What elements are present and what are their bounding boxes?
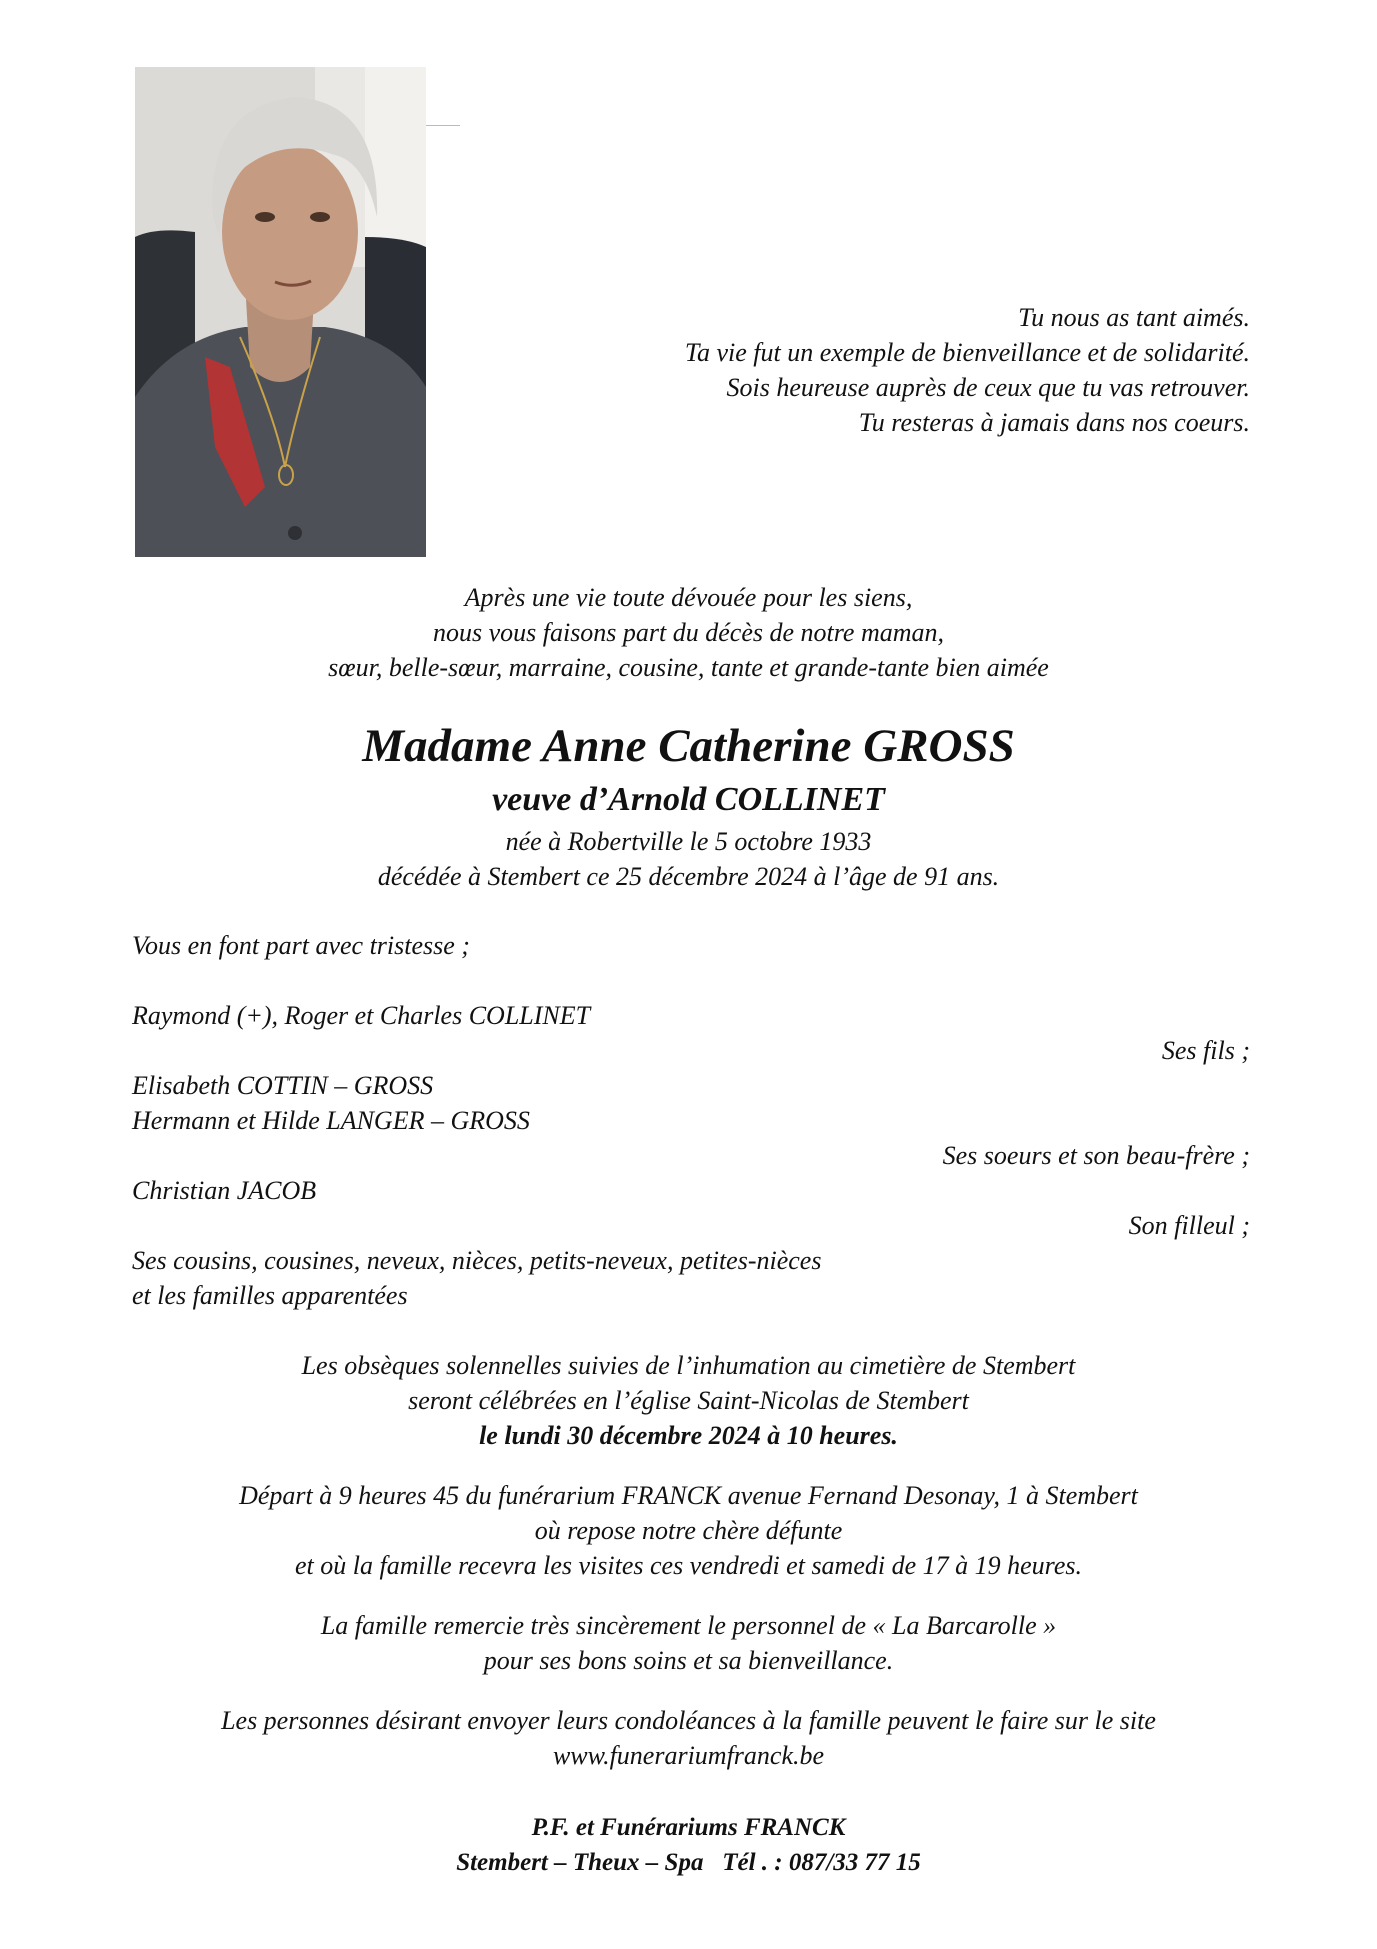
intro-line: Après une vie toute dévouée pour les siens, xyxy=(464,583,913,612)
poem-line: Sois heureuse auprès de ceux que tu vas retrouver. xyxy=(726,373,1250,402)
sons-names: Raymond (+), Roger et Charles COLLINET xyxy=(132,1001,591,1030)
sister-name: Hermann et Hilde LANGER – GROSS xyxy=(132,1106,530,1135)
other-relatives: Ses cousins, cousines, neveux, nièces, petits-neveux, petites-nièces xyxy=(132,1246,822,1275)
godson-name: Christian JACOB xyxy=(132,1176,317,1205)
death-line: décédée à Stembert ce 25 décembre 2024 à l’âge de 91 ans. xyxy=(377,862,1000,891)
departure-info xyxy=(0,1478,1377,1583)
funeral-home-footer xyxy=(0,1810,1377,1880)
funeral-line: Les obsèques solennelles suivies de l’inhumation au cimetière de Stembert xyxy=(301,1351,1076,1380)
intro-line: sœur, belle-sœur, marraine, cousine, tante et grande-tante bien aimée xyxy=(328,653,1049,682)
family-heading: Vous en font part avec tristesse ; xyxy=(132,931,470,960)
poem-line: Ta vie fut un exemple de bienveillance et de solidarité. xyxy=(684,338,1250,367)
company-locations: Stembert – Theux – Spa xyxy=(456,1849,704,1876)
departure-line: Départ à 9 heures 45 du funérarium FRANCK avenue Fernand Desonay, 1 à Stembert xyxy=(239,1481,1138,1510)
godson-label: Son filleul ; xyxy=(1128,1211,1250,1240)
portrait-photo xyxy=(135,67,426,557)
funeral-line: seront célébrées en l’église Saint-Nicolas de Stembert xyxy=(408,1386,969,1415)
thanks-message xyxy=(0,1608,1377,1678)
poem xyxy=(685,300,1250,440)
company-contact xyxy=(0,1845,1377,1880)
condolences-message xyxy=(0,1703,1377,1773)
website-link[interactable]: www.funerariumfranck.be xyxy=(552,1741,825,1770)
funeral-date: le lundi 30 décembre 2024 à 10 heures. xyxy=(479,1421,898,1450)
poem-line: Tu nous as tant aimés. xyxy=(1018,303,1250,332)
announcement-intro xyxy=(0,580,1377,685)
condolences-line: Les personnes désirant envoyer leurs condoléances à la famille peuvent le faire sur le site xyxy=(221,1706,1156,1735)
deceased-name: Madame Anne Catherine GROSS xyxy=(362,720,1015,772)
company-name: P.F. et Funérariums FRANCK xyxy=(531,1814,846,1841)
photo-corner-mark xyxy=(426,125,460,126)
birth-death-dates xyxy=(0,824,1377,894)
sister-name: Elisabeth COTTIN – GROSS xyxy=(132,1071,434,1100)
other-relatives: et les familles apparentées xyxy=(132,1281,408,1310)
funeral-info xyxy=(0,1348,1377,1453)
company-phone: Tél . : 087/33 77 15 xyxy=(722,1849,921,1876)
birth-line: née à Robertville le 5 octobre 1933 xyxy=(505,827,872,856)
departure-line: et où la famille recevra les visites ces vendredi et samedi de 17 à 19 heures. xyxy=(294,1551,1082,1580)
widow-of: veuve d’Arnold COLLINET xyxy=(492,781,885,818)
poem-line: Tu resteras à jamais dans nos coeurs. xyxy=(858,408,1250,437)
thanks-line: La famille remercie très sincèrement le personnel de « La Barcarolle » xyxy=(320,1611,1057,1640)
sons-label: Ses fils ; xyxy=(1161,1036,1250,1065)
sisters-label: Ses soeurs et son beau-frère ; xyxy=(942,1141,1250,1170)
thanks-line: pour ses bons soins et sa bienveillance. xyxy=(483,1646,894,1675)
intro-line: nous vous faisons part du décès de notre maman, xyxy=(432,618,945,647)
departure-line: où repose notre chère défunte xyxy=(534,1516,843,1545)
